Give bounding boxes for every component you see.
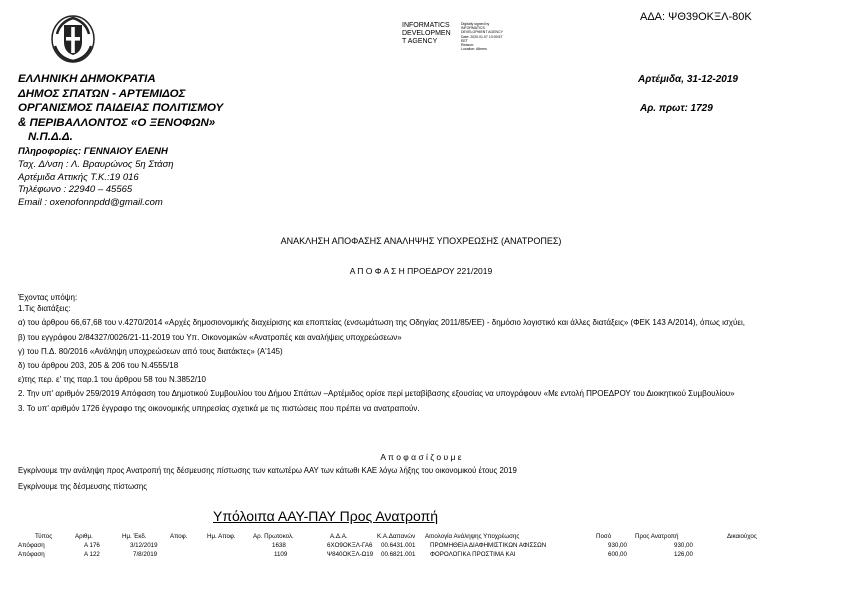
signature-line: INFORMATICS [402,22,450,29]
table-header-cell: Κ.Α.Δαπανών [377,533,416,540]
table-header-cell: Αριθμ. [75,533,93,540]
table-header-cell: Δικαιούχος [727,533,757,540]
org-line: & ΠΕΡΙΒΑΛΛΟΝΤΟΣ «Ο ΞΕΝΟΦΩΝ» [18,116,216,129]
body-line: δ) του άρθρου 203, 205 & 206 του Ν.4555/18 [18,361,179,371]
org-line: Ν.Π.Δ.Δ. [28,131,73,143]
table-cell: 00.6821.001 [381,551,416,558]
document-date: Αρτέμιδα, 31-12-2019 [638,74,738,85]
signature-line: T AGENCY [402,38,438,45]
table-cell: 600,00 [608,551,627,558]
signature-fine-line: Reason: [461,43,475,48]
table-cell: ΠΡΟΜΗΘΕΙΑ ΔΙΑΦΗΜΙΣΤΙΚΩΝ ΑΦΙΣΣΩΝ [430,542,547,549]
body-line: 2. Την υπ' αριθμόν 259/2019 Απόφαση του Δημοτικού Συμβουλίου του Δήμου Σπάτων –Αρτέμιδος ορίσε περί μεταβίβασης εξουσίας να υπογράφουν «Με εντολή ΠΡΟΕΔΡΟΥ του Διοικητικού Συμβουλίου» [18,389,735,399]
decision-title: Α Π Ο Φ Α Σ Η ΠΡΟΕΔΡΟΥ 221/2019 [349,266,493,276]
document-title: ΑΝΑΚΛΗΣΗ ΑΠΟΦΑΣΗΣ ΑΝΑΛΗΨΗΣ ΥΠΟΧΡΕΩΣΗΣ (ΑΝΑΤΡΟΠΕΣ) [280,236,562,246]
organization-header [18,72,223,145]
table-cell: 3/12/2019 [130,542,158,549]
protocol-number: Αρ. πρωτ: 1729 [640,103,713,114]
approval-text: Εγκρίνουμε την ανάληψη προς Ανατροπή της δέσμευσης πίστωσης των κατωτέρω ΑΑΥ των κάτωθι ΚΑΕ λόγω λήξης του οικονομικού έτους 2019 [18,466,517,475]
contact-email: Email : oxenofonnpdd@gmail.com [18,197,163,209]
table-cell: Α 122 [84,551,100,558]
document-body [18,292,824,414]
table-cell: 930,00 [608,542,627,549]
table-cell: Απόφαση [18,551,45,558]
signature-fine-line: DEVELOPMENT AGENCY [461,30,503,35]
body-line: α) του άρθρου 66,67,68 του ν.4270/2014 «Αρχές δημοσιονομικής διαχείρισης και εποπτείας (ενσωμάτωση της Οδηγίας 2011/85/ΕΕ) - δημόσιο λογιστικό και άλλες διατάξεις» (ΦΕΚ 143 Α/2014), όπως ισχύει, [18,318,745,328]
signature-fine-line: Date: 2020.01.07 13:09:57 [461,34,503,39]
table-header-cell: Αρ. Πρωτοκολ. [253,533,294,540]
table-header-cell: Α.Δ.Α. [330,533,348,540]
approval-text-2: Εγκρίνουμε της δέσμευσης πίστωσης [18,482,147,491]
table-header-cell: Τύπος [35,533,53,540]
body-line: γ) του Π.Δ. 80/2016 «Ανάληψη υποχρεώσεων από τους διατάκτες» (Α'145) [18,346,283,356]
org-line: ΟΡΓΑΝΙΣΜΟΣ ΠΑΙΔΕΙΑΣ ΠΟΛΙΤΙΣΜΟΥ [18,102,224,114]
greek-coat-of-arms-icon [50,14,96,64]
table-title: Υπόλοιπα ΑΑΥ-ΠΑΥ Προς Ανατροπή [213,508,439,524]
table-cell: Α 176 [84,542,100,549]
signature-fine-line: Location: Athens [461,47,487,52]
body-line: β) του εγγράφου 2/84327/0026/21-11-2019 του Υπ. Οικονομικών «Ανατροπές και αναλήψεις υποχρεώσεων» [18,332,402,342]
table-cell: 6ΧΟ9ΟΚΞΛ-ΓΑ6 [327,542,373,549]
table-cell: 930,00 [674,542,693,549]
table-header-cell: Ημ. Αποφ. [207,533,236,540]
signature-fine-line: EET [461,38,468,43]
table-cell: 126,00 [674,551,693,558]
body-line: Έχοντας υπόψη: [18,293,78,302]
table-cell: 1638 [272,542,286,549]
table-cell: 7/8/2019 [133,551,158,558]
table-header-cell: Αποφ. [170,533,188,540]
body-line: ε)της περ. ε' της παρ.1 του άρθρου 58 του Ν.3852/10 [18,375,206,385]
ada-code: ΑΔΑ: ΨΘ39ΟΚΞΛ-80Κ [640,11,752,23]
table-cell: 00.6431.001 [381,542,416,549]
table-header-cell: Ποσό [596,533,612,540]
signature-fine-line: INFORMATICS [461,26,485,31]
signature-line: DEVELOPMEN [402,30,451,37]
contact-city: Αρτέμιδα Αττικής Τ.Κ.:19 016 [18,171,139,183]
info-person: Πληροφορίες: ΓΕΝΝΑΙΟΥ ΕΛΕΝΗ [18,146,168,157]
org-line: ΕΛΛΗΝΙΚΗ ΔΗΜΟΚΡΑΤΙΑ [18,73,156,85]
contact-address: Ταχ. Δ/νση : Λ. Βραυρώνος 5η Στάση [18,158,174,170]
contact-phone: Τηλέφωνο : 22940 – 45565 [18,184,133,196]
signature-fine-line: Digitally signed by [461,22,490,26]
table-cell: 1109 [274,551,288,558]
table-header-cell: Προς Ανατροπή [635,533,679,540]
org-line: ΔΗΜΟΣ ΣΠΑΤΩΝ - ΑΡΤΕΜΙΔΟΣ [18,87,186,100]
contact-info [18,146,174,210]
table-header-cell: Ημ. Έκδ. [122,533,147,540]
table-cell: Απόφαση [18,542,45,549]
table-cell: ΦΟΡΟΛΟΓΙΚΑ ΠΡΟΣΤΙΜΑ ΚΑΙ [430,551,516,558]
body-line: 1.Τις διατάξεις: [18,304,71,314]
decide-label: Α π ο φ α σ ί ζ ο υ μ ε [380,452,462,462]
body-line: 3. Το υπ' αριθμόν 1726 έγγραφο της οικονομικής υπηρεσίας σχετικά με τις πιστώσεις που πρέπει να ανατραπούν. [18,403,420,413]
table-cell: Ψ840ΟΚΞΛ-Ω19 [327,551,374,558]
table-header-cell: Αιτιολογία Ανάληψης Υποχρέωσης [425,533,520,540]
